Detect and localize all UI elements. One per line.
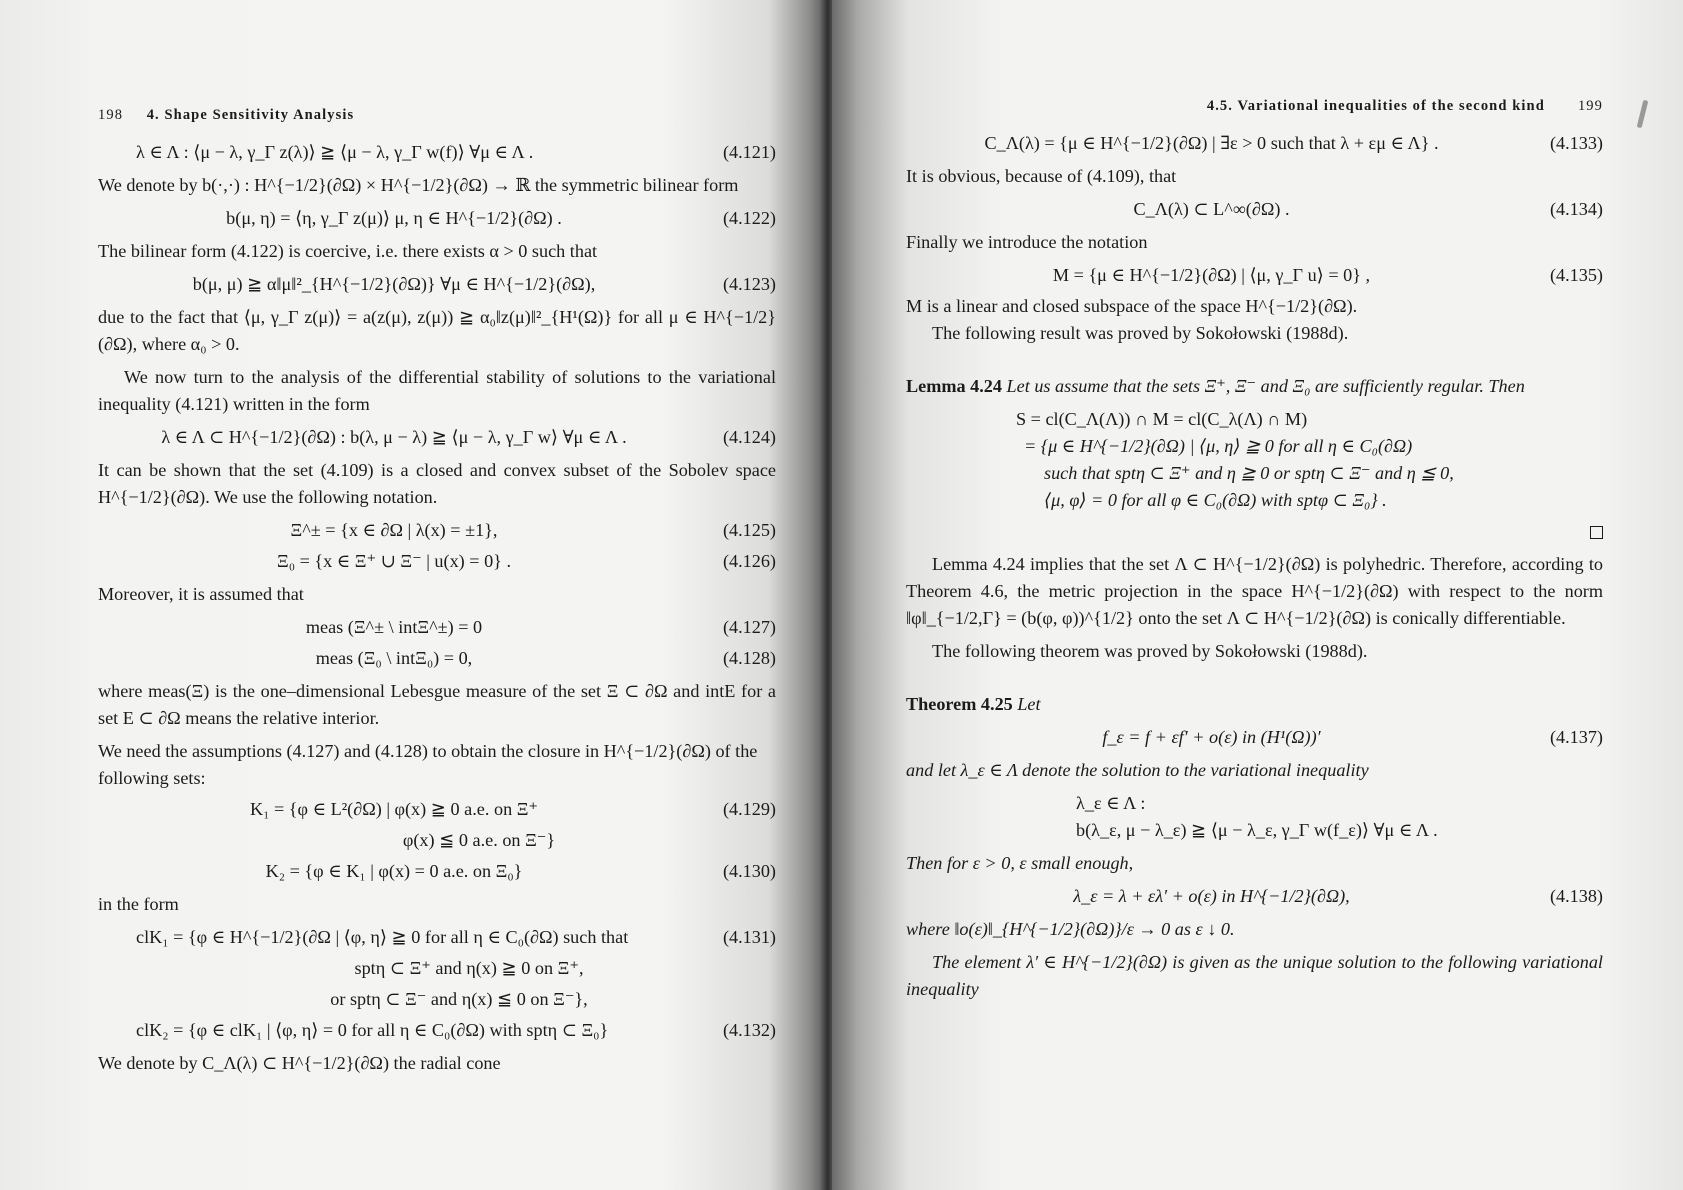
equation-4-129: K₁ = {φ ∈ L²(∂Ω) | φ(x) ≧ 0 a.e. on Ξ⁺ (4.129) [249,799,776,819]
lemma-4-24 [906,373,1603,400]
paragraph: We denote by C_Λ(λ) ⊂ H^{−1/2}(∂Ω) the radial cone [98,1053,501,1073]
equation-4-123: b(μ, μ) ≧ α‖μ‖²_{H^{−1/2}(∂Ω)} ∀μ ∈ H^{−1/2}(∂Ω), (4.123) [192,274,776,294]
equation-4-127: meas (Ξ^± \ intΞ^±) = 0 (4.127) [305,617,776,637]
paragraph: We now turn to the analysis of the differential stability of solutions to the variational inequality (4.121) written in the form [98,367,776,414]
equation-4-125: Ξ^± = {x ∈ ∂Ω | λ(x) = ±1}, (4.125) [290,520,776,540]
paragraph: due to the fact that ⟨μ, γ_Γ z(μ)⟩ = a(z(μ), z(μ)) ≧ α₀‖z(μ)‖²_{H¹(Ω)} for all μ ∈ H^{−1/2}(∂Ω), where α₀ > 0. [98,307,776,354]
theorem-label: Theorem 4.25 [906,694,1013,714]
variational-inequality: λ_ε ∈ Λ : b(λ_ε, μ − λ_ε) ≧ ⟨μ − λ_ε, γ_Γ w(f_ε)⟩ ∀μ ∈ Λ . [1076,793,1438,840]
paragraph: We denote by b(·,·) : H^{−1/2}(∂Ω) × H^{−1/2}(∂Ω) → ℝ the symmetric bilinear form [98,175,739,195]
paragraph: We need the assumptions (4.127) and (4.128) to obtain the closure in H^{−1/2}(∂Ω) of the following sets: [98,741,758,788]
paragraph: Then for ε > 0, ε small enough, [906,853,1134,873]
paragraph: where ‖o(ε)‖_{H^{−1/2}(∂Ω)}/ε → 0 as ε ↓ 0. [906,919,1235,939]
equation-4-121: λ ∈ Λ : ⟨μ − λ, γ_Γ z(λ)⟩ ≧ ⟨μ − λ, γ_Γ w(f)⟩ ∀μ ∈ Λ . (4.121) [136,142,776,162]
right-running-title: 4.5. Variational inequalities of the second kind [1206,98,1545,114]
left-running-title: 4. Shape Sensitivity Analysis [146,107,355,123]
lemma-label: Lemma 4.24 [906,376,1002,396]
lemma-statement: Let us assume that the sets Ξ⁺, Ξ⁻ and Ξ₀ are sufficiently regular. Then [1006,376,1525,396]
right-running-head [906,93,1603,120]
theorem-statement: Let [1017,694,1041,714]
equation-4-124: λ ∈ Λ ⊂ H^{−1/2}(∂Ω) : b(λ, μ − λ) ≧ ⟨μ − λ, γ_Γ w⟩ ∀μ ∈ Λ . (4.124) [161,427,776,447]
equation-4-122: b(μ, η) = ⟨η, γ_Γ z(μ)⟩ μ, η ∈ H^{−1/2}(∂Ω) . (4.122) [226,208,776,228]
paragraph: and let λ_ε ∈ Λ denote the solution to the variational inequality [906,760,1369,780]
paragraph: It is obvious, because of (4.109), that [906,166,1177,186]
paragraph: Lemma 4.24 implies that the set Λ ⊂ H^{−1/2}(∂Ω) is polyhedric. Therefore, according to Theorem 4.6, the metric projection in the space H^{−1/2}(∂Ω) with respect to the norm ‖φ‖_{−1/2,Γ} = (b(φ, φ))^{1/2} onto the set Λ ⊂ H^{−1/2}(∂Ω) is conically differentiable. [906,554,1603,628]
left-page [0,0,826,1190]
paragraph: The following result was proved by Sokołowski (1988d). [932,323,1349,343]
equation-4-132: clK₂ = {φ ∈ clK₁ | ⟨φ, η⟩ = 0 for all η ∈ C₀(∂Ω) with sptη ⊂ Ξ₀} (4.132) [136,1020,776,1040]
paragraph: Moreover, it is assumed that [98,584,304,604]
right-page [832,0,1683,1190]
paragraph: The bilinear form (4.122) is coercive, i.e. there exists α > 0 such that [98,241,598,261]
equation-4-128: meas (Ξ₀ \ intΞ₀) = 0, (4.128) [315,648,776,668]
equation-4-131-line-3: or sptη ⊂ Ξ⁻ and η(x) ≦ 0 on Ξ⁻}, [330,989,588,1009]
equation-4-133: C_Λ(λ) = {μ ∈ H^{−1/2}(∂Ω) | ∃ε > 0 such that λ + εμ ∈ Λ} . (4.133) [984,133,1603,153]
equation-4-137: f_ε = f + εf′ + o(ε) in (H¹(Ω))′ (4.137) [1102,727,1603,747]
paragraph: Finally we introduce the notation [906,232,1148,252]
end-of-proof-mark [906,520,1603,539]
equation-4-126: Ξ₀ = {x ∈ Ξ⁺ ∪ Ξ⁻ | u(x) = 0} . (4.126) [277,551,776,571]
equation-4-135: M = {μ ∈ H^{−1/2}(∂Ω) | ⟨μ, γ_Γ u⟩ = 0} , (4.135) [1052,265,1603,285]
paragraph: The element λ′ ∈ H^{−1/2}(∂Ω) is given as the unique solution to the following variational inequality [906,952,1603,999]
theorem-4-25 [906,691,1603,718]
equation-4-138: λ_ε = λ + ελ′ + o(ε) in H^{−1/2}(∂Ω), (4.138) [1073,886,1603,906]
paragraph: M is a linear and closed subspace of the space H^{−1/2}(∂Ω). [906,296,1358,316]
paragraph: where meas(Ξ) is the one–dimensional Lebesgue measure of the set Ξ ⊂ ∂Ω and intE for a set E ⊂ ∂Ω means the relative interior. [98,681,776,728]
equation-4-129-continued: φ(x) ≦ 0 a.e. on Ξ⁻} [402,830,556,850]
page-mark [1637,100,1649,128]
left-running-head [98,102,776,129]
paragraph: The following theorem was proved by Sokołowski (1988d). [932,641,1368,661]
paragraph: in the form [98,894,179,914]
left-page-number: 198 [98,107,124,123]
left-page-number-and-title [98,102,354,129]
lemma-equation-block: S = cl(C_Λ(Λ)) ∩ M = cl(C_λ(Λ) ∩ M) = {μ ∈ H^{−1/2}(∂Ω) | ⟨μ, η⟩ ≧ 0 for all η ∈ C₀(∂Ω) such that sptη ⊂ Ξ⁺ and η ≧ 0 or sptη ⊂ Ξ⁻ and η ≦ 0, ⟨μ, φ⟩ = 0 for all φ ∈ C₀(∂Ω) with sptφ ⊂ Ξ₀} . [1016,409,1454,510]
paragraph: It can be shown that the set (4.109) is a closed and convex subset of the Sobolev space H^{−1/2}(∂Ω). We use the following notation. [98,460,776,507]
equation-4-131: clK₁ = {φ ∈ H^{−1/2}(∂Ω | ⟨φ, η⟩ ≧ 0 for all η ∈ C₀(∂Ω) such that (4.131) [136,927,776,947]
right-page-number: 199 [1577,98,1603,114]
equation-4-134: C_Λ(λ) ⊂ L^∞(∂Ω) . (4.134) [1133,199,1603,219]
equation-4-131-line-2: sptη ⊂ Ξ⁺ and η(x) ≧ 0 on Ξ⁺, [354,958,584,978]
equation-4-130: K₂ = {φ ∈ K₁ | φ(x) = 0 a.e. on Ξ₀} (4.130) [265,861,776,881]
right-title-and-number [1207,93,1603,120]
